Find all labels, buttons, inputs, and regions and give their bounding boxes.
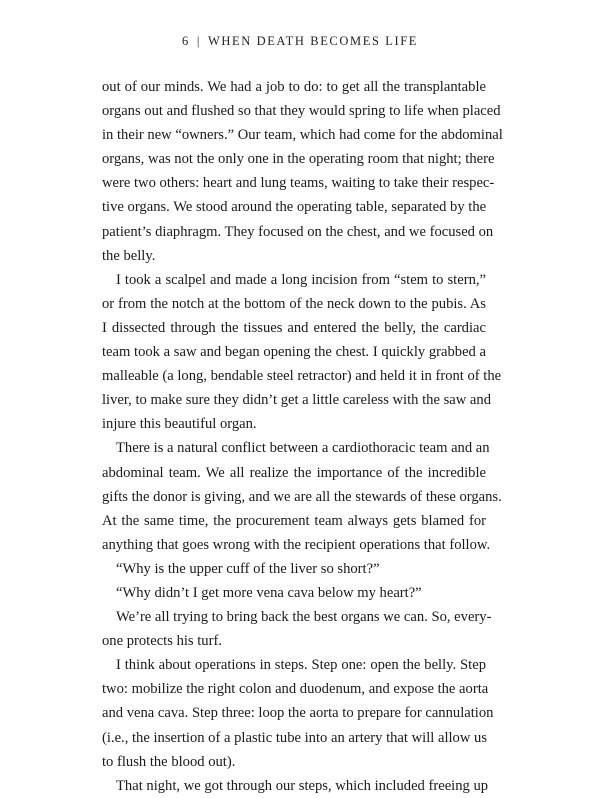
text-line: tive organs. We stood around the operating table, separated by the xyxy=(102,199,487,216)
paragraph xyxy=(102,75,503,268)
text-line: in their new “owners.” Our team, which had come for the abdominal xyxy=(102,127,503,144)
text-line: to flush the blood out). xyxy=(102,753,236,770)
paragraph xyxy=(102,581,486,605)
text-line: I think about operations in steps. Step one: open the belly. Step xyxy=(116,657,486,674)
text-line: “Why is the upper cuff of the liver so short?” xyxy=(116,560,380,577)
book-title: WHEN DEATH BECOMES LIFE xyxy=(207,34,419,48)
text-line: I took a scalpel and made a long incision from “stem to stern,” xyxy=(116,271,486,288)
text-line: team took a saw and began opening the chest. I quickly grabbed a xyxy=(102,344,486,361)
paragraph xyxy=(102,557,486,581)
text-line: I dissected through the tissues and entered the belly, the cardiac xyxy=(102,319,486,336)
text-line: and vena cava. Step three: loop the aorta to prepare for cannulation xyxy=(102,705,494,722)
paragraph xyxy=(102,774,489,798)
running-head xyxy=(0,34,600,49)
text-line: We’re all trying to bring back the best organs we can. So, every- xyxy=(116,609,492,626)
text-line: “Why didn’t I get more vena cava below my heart?” xyxy=(116,584,422,601)
text-line: were two others: heart and lung teams, waiting to take their respec- xyxy=(102,175,495,192)
text-line: liver, to make sure they didn’t get a little careless with the saw and xyxy=(102,392,492,409)
text-line: one protects his turf. xyxy=(102,633,222,650)
text-line: gifts the donor is giving, and we are all the stewards of these organs. xyxy=(102,488,502,505)
body-text xyxy=(102,75,503,798)
page-number: 6 xyxy=(181,34,190,48)
text-line: abdominal team. We all realize the importance of the incredible xyxy=(102,464,486,481)
text-line: or from the notch at the bottom of the neck down to the pubis. As xyxy=(102,295,486,312)
text-line: (i.e., the insertion of a plastic tube into an artery that will allow us xyxy=(102,729,488,746)
text-line: injure this beautiful organ. xyxy=(102,416,257,433)
text-line: At the same time, the procurement team always gets blamed for xyxy=(102,512,486,529)
text-line: patient’s diaphragm. They focused on the chest, and we focused on xyxy=(102,223,494,240)
text-line: the belly. xyxy=(102,247,156,264)
text-line: out of our minds. We had a job to do: to get all the transplantable xyxy=(102,79,486,95)
paragraph xyxy=(102,605,492,653)
text-line: two: mobilize the right colon and duodenum, and expose the aorta xyxy=(102,681,489,698)
header-separator: | xyxy=(196,34,201,48)
paragraph xyxy=(102,653,494,773)
paragraph xyxy=(102,268,502,437)
text-line: anything that goes wrong with the recipient operations that follow. xyxy=(102,536,491,553)
text-line: That night, we got through our steps, which included freeing up xyxy=(116,777,489,794)
text-line: There is a natural conflict between a cardiothoracic team and an xyxy=(116,440,490,457)
paragraph xyxy=(102,436,502,556)
text-line: organs out and flushed so that they would spring to life when placed xyxy=(102,103,501,120)
text-line: malleable (a long, bendable steel retractor) and held it in front of the xyxy=(102,368,502,385)
text-line: organs, was not the only one in the operating room that night; there xyxy=(102,151,495,168)
